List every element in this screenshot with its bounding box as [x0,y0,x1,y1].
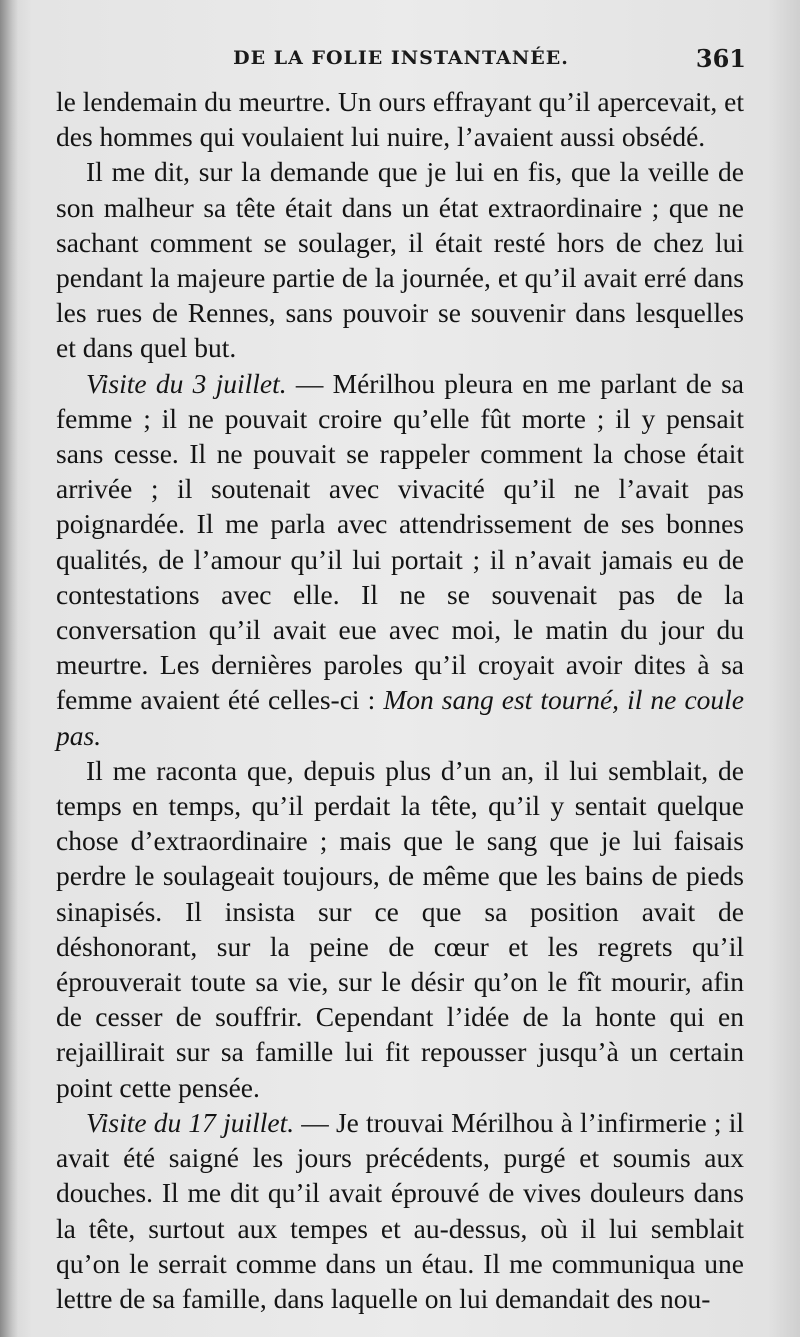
paragraph-5 [56,1105,744,1316]
body-text [56,84,744,1316]
paragraph-3 [56,366,744,753]
paragraph-text: le lendemain du meurtre. Un ours effrayant qu’il apercevait, et des hommes qui voulaient lui nuire, l’avaient aussi obsédé. [56,86,744,153]
page-binding-shadow [0,0,18,1337]
visit-date-heading: Visite du 17 juillet. [86,1106,295,1138]
visit-date-heading: Visite du 3 juillet. [86,367,287,399]
paragraph-2 [56,154,744,365]
paragraph-text: Il me dit, sur la demande que je lui en fis, que la veille de son malheur sa tête était dans un état extraordinaire ; que ne sachant comment se soulager, il était resté hors de chez lui pendant la majeure partie de la journée, et qu’il avait erré dans les rues de Rennes, sans pouvoir se souvenir dans lesquelles et dans quel but. [56,156,744,364]
quoted-words: Mon sang est tourné, il ne coule pas. [56,684,744,751]
paragraph-text: — Mérilhou pleura en me parlant de sa femme ; il ne pouvait croire qu’elle fût morte ; il y pensait sans cesse. Il ne pouvait se rappeler comment la chose était arrivée ; il soutenait avec vivacité qu’il ne l’avait pas poignardée. Il me parla avec attendrissement de ses bonnes qualités, de l’amour qu’il lui portait ; il n’avait jamais eu de contestations avec elle. Il ne se souvenait pas de la conversation qu’il avait eue avec moi, le matin du jour du meurtre. Les dernières paroles qu’il croyait avoir dites à sa femme avaient été celles-ci : [56,367,744,716]
paragraph-text: — Je trouvai Mérilhou à l’infirmerie ; il avait été saigné les jours précédents, purgé et soumis aux douches. Il me dit qu’il avait éprouvé de vives douleurs dans la tête, surtout aux tempes et au-dessus, où il lui semblait qu’on le serrait comme dans un étau. Il me communiqua une lettre de sa famille, dans laquelle on lui demandait des nou- [56,1106,744,1314]
paragraph-text: Il me raconta que, depuis plus d’un an, il lui semblait, de temps en temps, qu’il perdait la tête, qu’il y sentait quelque chose d’extraordinaire ; mais que le sang que je lui faisais perdre le soulageait toujours, de même que les bains de pieds sinapisés. Il insista sur ce que sa position avait de déshonorant, sur la peine de cœur et les regrets qu’il éprouverait toute sa vie, sur le désir qu’on le fît mourir, afin de cesser de souffrir. Cependant l’idée de la honte qui en rejaillirait sur sa famille lui fit repousser jusqu’à un certain point cette pensée. [56,754,744,1103]
paragraph-1 [56,84,744,154]
running-head [56,44,746,74]
page-number: 361 [695,44,746,73]
paragraph-4 [56,753,744,1105]
running-title: DE LA FOLIE INSTANTANÉE. [233,47,569,69]
